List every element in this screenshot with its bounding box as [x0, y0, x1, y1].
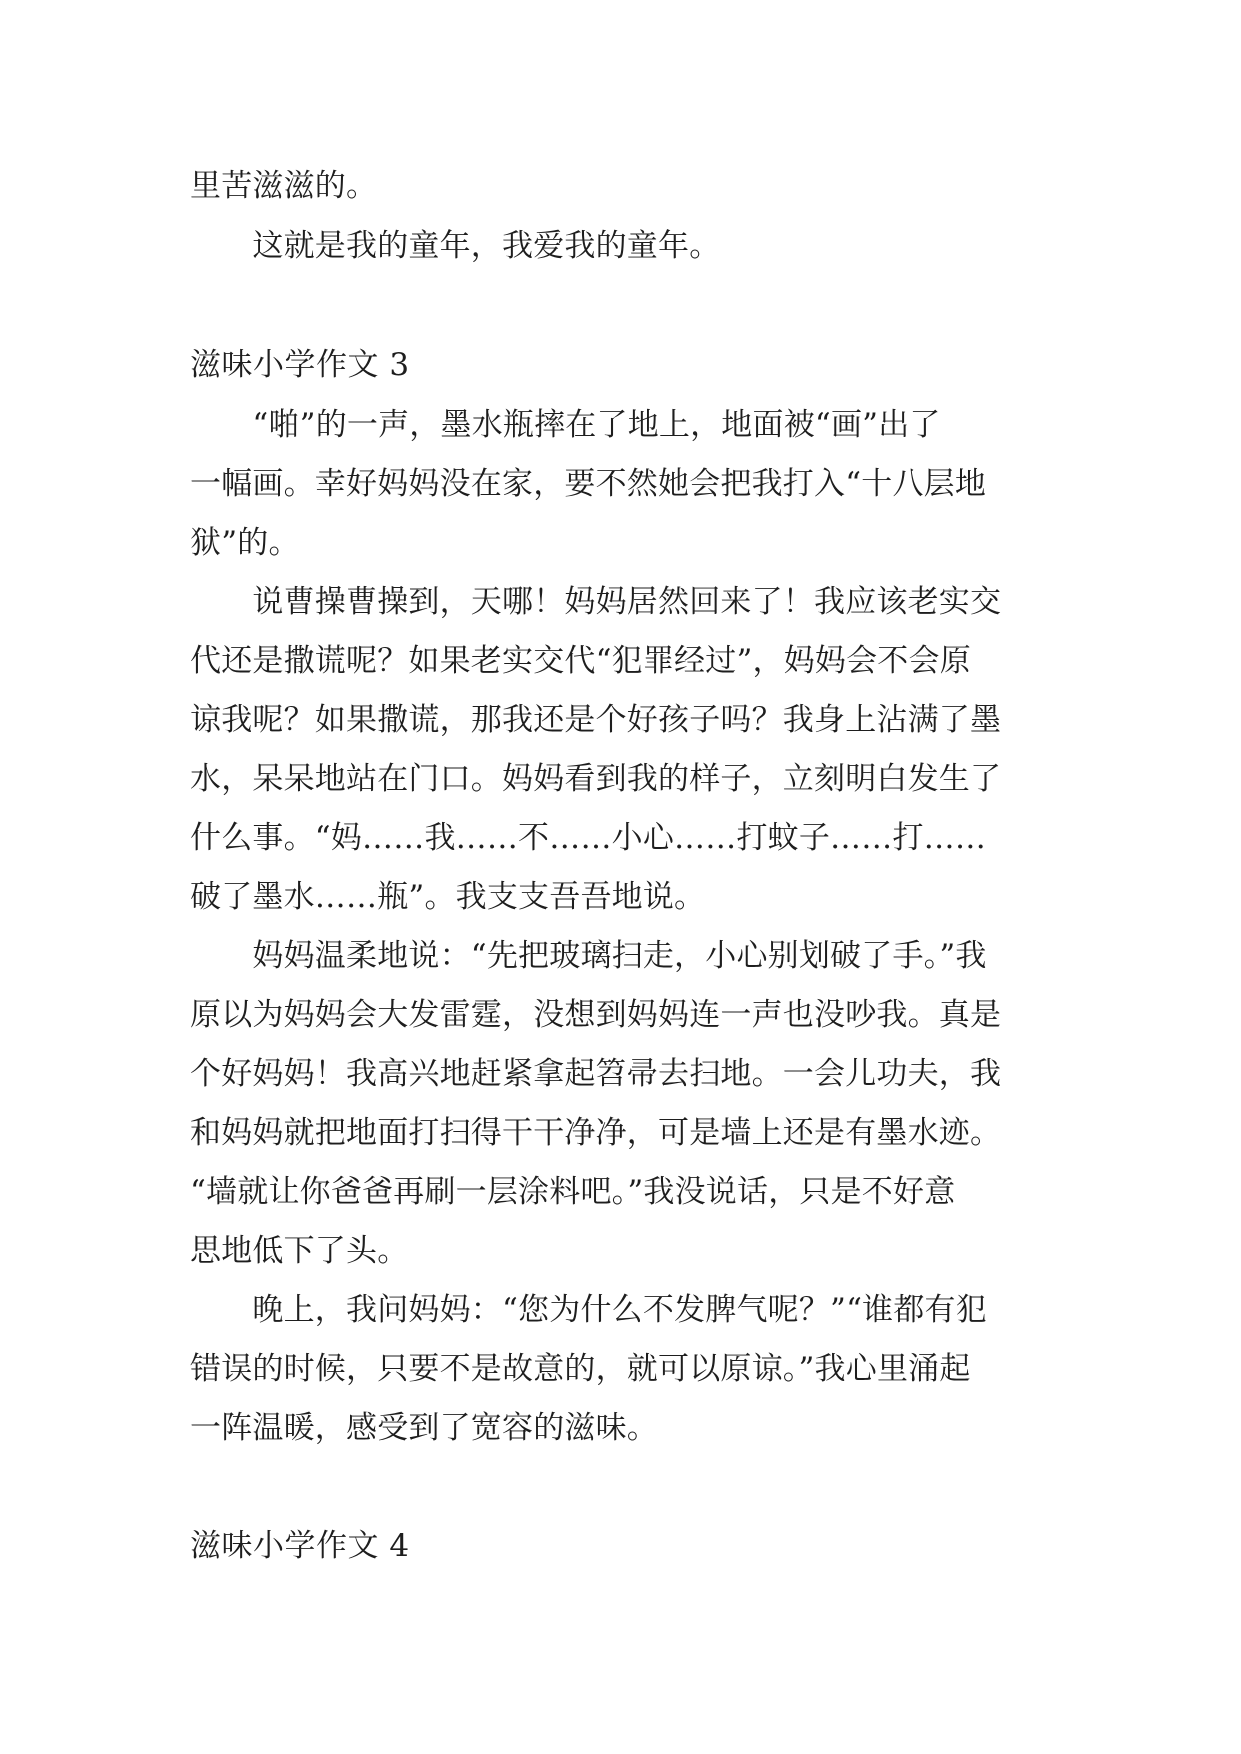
text-line: 这就是我的童年，我爱我的童年。 — [190, 228, 721, 264]
text-line: 狱”的。 — [190, 525, 300, 561]
section-heading: 滋味小学作文 3 — [190, 347, 410, 383]
text-line: 里苦滋滋的。 — [190, 168, 378, 204]
text-line: 代还是撒谎呢？如果老实交代“犯罪经过”，妈妈会不会原 — [190, 643, 971, 679]
text-line: 个好妈妈！我高兴地赶紧拿起笤帚去扫地。一会儿功夫，我 — [190, 1056, 1002, 1092]
text-line: 思地低下了头。 — [190, 1233, 409, 1269]
text-line: 说曹操曹操到，天哪！妈妈居然回来了！我应该老实交 — [190, 584, 1002, 620]
text-line: 和妈妈就把地面打扫得干干净净，可是墙上还是有墨水迹。 — [190, 1115, 1002, 1151]
text-line: 水，呆呆地站在门口。妈妈看到我的样子，立刻明白发生了 — [190, 761, 1002, 797]
text-line: 什么事。“妈……我……不……小心……打蚊子……打…… — [190, 820, 987, 856]
text-line: 一阵温暖，感受到了宽容的滋味。 — [190, 1410, 658, 1446]
text-line: 错误的时候，只要不是故意的，就可以原谅。”我心里涌起 — [190, 1351, 971, 1387]
text-line: “墙就让你爸爸再刷一层涂料吧。”我没说话，只是不好意 — [190, 1174, 956, 1210]
section-heading: 滋味小学作文 4 — [190, 1528, 410, 1564]
text-line: 谅我呢？如果撒谎，那我还是个好孩子吗？我身上沾满了墨 — [190, 702, 1002, 738]
text-line: 原以为妈妈会大发雷霆，没想到妈妈连一声也没吵我。真是 — [190, 997, 1002, 1033]
text-line: 晚上，我问妈妈：“您为什么不发脾气呢？”“谁都有犯 — [190, 1292, 987, 1328]
text-line: 破了墨水……瓶”。我支支吾吾地说。 — [190, 879, 706, 915]
text-line: “啪”的一声，墨水瓶摔在了地上，地面被“画”出了 — [190, 407, 941, 443]
text-line: 一幅画。幸好妈妈没在家，要不然她会把我打入“十八层地 — [190, 466, 987, 502]
text-line: 妈妈温柔地说：“先把玻璃扫走，小心别划破了手。”我 — [190, 938, 987, 974]
